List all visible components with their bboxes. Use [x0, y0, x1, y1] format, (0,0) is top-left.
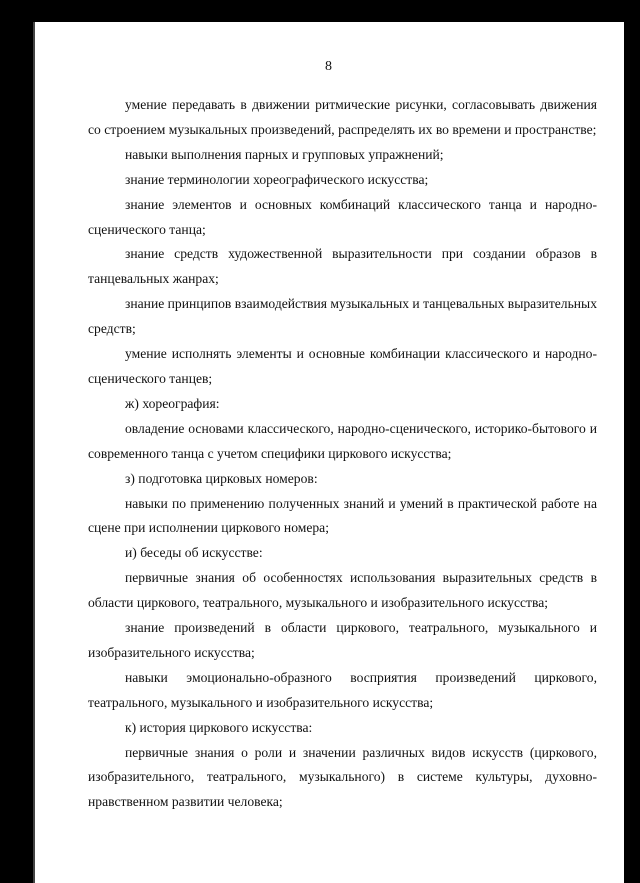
section-heading: з) подготовка цирковых номеров:	[125, 470, 318, 486]
paragraph: навыки выполнения парных и групповых упражнений;	[125, 146, 444, 162]
paragraph: навыки по применению полученных знаний и умений в практической работе на сцене при исполнении циркового номера;	[88, 495, 597, 536]
paragraph: первичные знания о роли и значении различных видов искусств (циркового, изобразительного, театрального, музыкального) в системе культуры, духовно-нравственном развитии человека;	[88, 744, 597, 810]
paragraph: знание терминологии хореографического искусства;	[125, 171, 429, 187]
paragraph: знание произведений в области циркового, театрального, музыкального и изобразительного искусства;	[88, 620, 597, 660]
paragraph: знание принципов взаимодействия музыкальных и танцевальных выразительных средств;	[88, 296, 597, 337]
page-number: 8	[325, 59, 332, 74]
paragraph: умение исполнять элементы и основные комбинации классического и народно-сценического танцев;	[88, 346, 597, 386]
paragraph: умение передавать в движении ритмические рисунки, согласовывать движения со строением музыкальных произведений, распределять их во времени и пространстве;	[88, 97, 597, 137]
page-edge-shadow	[33, 22, 35, 883]
paragraph: овладение основами классического, народно-сценического, историко-бытового и современного танца с учетом специфики циркового искусства;	[88, 420, 597, 461]
document-body	[88, 93, 597, 815]
paragraph: первичные знания об особенностях использования выразительных средств в области циркового, театрального, музыкального и изобразительного искусства;	[88, 570, 597, 611]
paragraph: знание средств художественной выразительности при создании образов в танцевальных жанрах;	[88, 246, 597, 287]
section-heading: и) беседы об искусстве:	[125, 545, 263, 561]
section-heading: ж) хореография:	[125, 395, 220, 411]
paragraph: знание элементов и основных комбинаций классического танца и народно-сценического танца;	[88, 196, 597, 237]
document-page	[33, 22, 624, 883]
section-heading: к) история циркового искусства:	[125, 719, 313, 735]
paragraph: навыки эмоционально-образного восприятия произведений циркового, театрального, музыкального и изобразительного искусства;	[88, 669, 597, 710]
